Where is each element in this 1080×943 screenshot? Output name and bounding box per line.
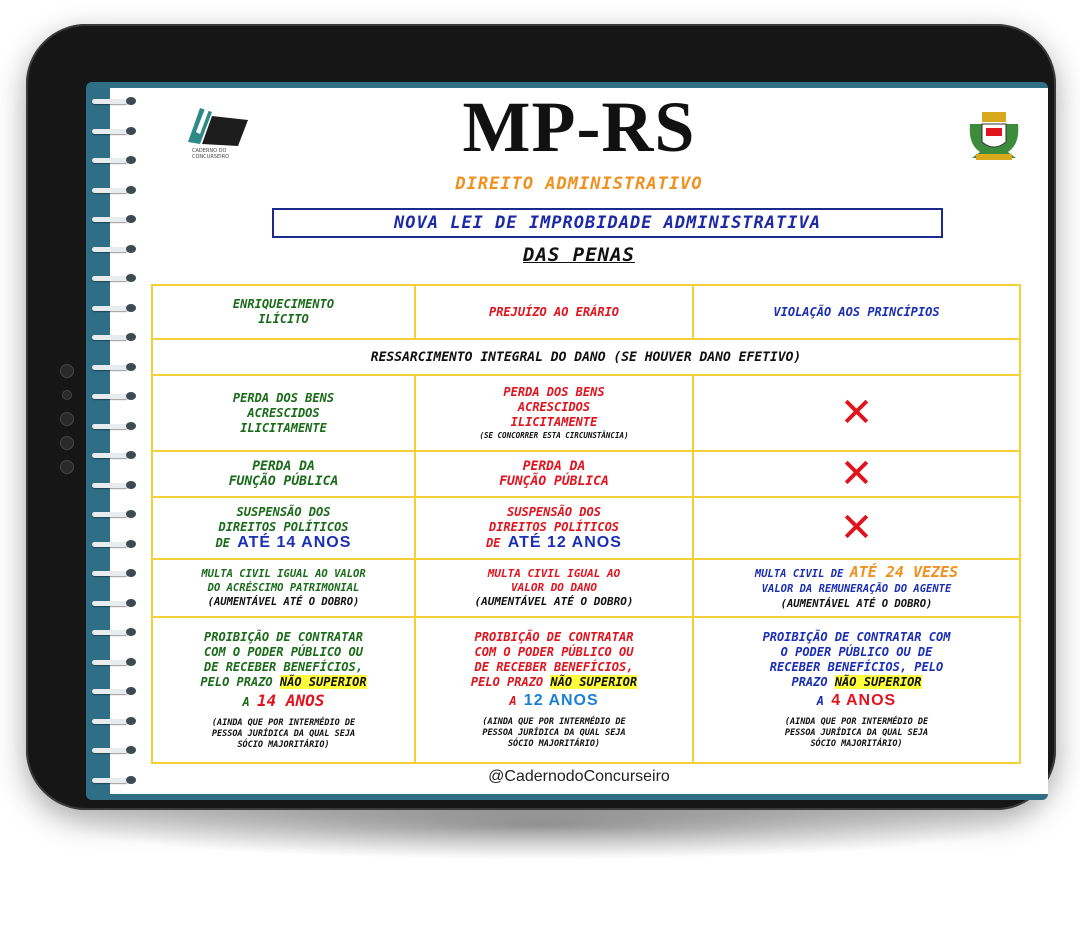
cell-note: PESSOA JURÍDICA DA QUAL SEJA bbox=[211, 728, 356, 739]
binding-ring bbox=[92, 362, 142, 372]
binding-ring bbox=[92, 775, 142, 785]
cell-line: PROIBIÇÃO DE CONTRATAR bbox=[474, 630, 634, 644]
cell-line: PROIBIÇÃO DE CONTRATAR bbox=[204, 629, 363, 644]
term-highlight: 12 ANOS bbox=[523, 692, 599, 709]
table-header-row bbox=[152, 285, 1020, 339]
binding-ring bbox=[92, 450, 142, 460]
cell-line: PROIBIÇÃO DE CONTRATAR COM bbox=[762, 630, 951, 644]
cell-line: MULTA CIVIL IGUAL AO VALOR bbox=[201, 568, 366, 580]
cell-line: FUNÇÃO PÚBLICA bbox=[499, 474, 609, 489]
cell-note: SÓCIO MAJORITÁRIO) bbox=[810, 739, 903, 749]
cell-line: VALOR DA REMUNERAÇÃO DO AGENTE bbox=[761, 582, 952, 595]
cell-note: (AINDA QUE POR INTERMÉDIO DE bbox=[784, 717, 929, 727]
coat-of-arms-icon bbox=[966, 104, 1022, 164]
notebook-page bbox=[110, 88, 1048, 794]
section-heading: DAS PENAS bbox=[523, 244, 635, 266]
cell-line: DE RECEBER BENEFÍCIOS, bbox=[204, 659, 363, 674]
ressarcimento-cell: RESSARCIMENTO INTEGRAL DO DANO (SE HOUVER DANO EFETIVO) bbox=[152, 339, 1020, 375]
cell-line: DO ACRÉSCIMO PATRIMONIAL bbox=[207, 582, 360, 594]
cell-line: PERDA DA bbox=[252, 459, 315, 474]
law-heading: NOVA LEI DE IMPROBIDADE ADMINISTRATIVA bbox=[272, 208, 943, 238]
binding-ring bbox=[92, 657, 142, 667]
tablet-frame bbox=[26, 24, 1056, 810]
binding-ring bbox=[92, 539, 142, 549]
spiral-binding bbox=[86, 82, 146, 800]
cell-line: O PODER PÚBLICO OU DE bbox=[780, 645, 933, 659]
bezel-button bbox=[62, 390, 72, 400]
cell-line: (AUMENTÁVEL ATÉ O DOBRO) bbox=[474, 595, 634, 608]
cell-line: A bbox=[509, 694, 517, 708]
bezel-button bbox=[60, 364, 74, 378]
cell-line: FUNÇÃO PÚBLICA bbox=[228, 474, 339, 489]
binding-ring bbox=[92, 421, 142, 431]
cell-line: ILICITAMENTE bbox=[240, 420, 327, 435]
cell-line: PELO PRAZO bbox=[470, 675, 544, 689]
cell-line: PERDA DOS BENS bbox=[503, 385, 605, 399]
perda-funcao-enriquecimento bbox=[152, 451, 415, 497]
cell-line: SUSPENSÃO DOS bbox=[507, 505, 601, 519]
binding-ring bbox=[92, 509, 142, 519]
perda-funcao-violacao bbox=[693, 451, 1020, 497]
cell-line: ACRESCIDOS bbox=[517, 400, 591, 414]
penalties-table bbox=[151, 284, 1021, 764]
table-row-perda-bens bbox=[152, 375, 1020, 451]
proibicao-prejuizo bbox=[415, 617, 693, 763]
term-highlight: 4 ANOS bbox=[831, 692, 897, 709]
cell-note: PESSOA JURÍDICA DA QUAL SEJA bbox=[482, 728, 626, 738]
logo-caption-line: CADERNO DO bbox=[192, 148, 227, 154]
perda-bens-enriquecimento bbox=[152, 375, 415, 451]
suspensao-violacao bbox=[693, 497, 1020, 559]
cell-line: A bbox=[242, 694, 250, 709]
cell-line: DIREITOS POLÍTICOS bbox=[218, 520, 349, 534]
rs-coat-of-arms bbox=[966, 104, 1022, 164]
cell-line: (AUMENTÁVEL ATÉ O DOBRO) bbox=[207, 596, 360, 608]
perda-funcao-prejuizo bbox=[415, 451, 693, 497]
cross-icon: ✕ bbox=[839, 390, 874, 436]
header-line: ENRIQUECIMENTO bbox=[232, 297, 335, 311]
page-title: MP-RS bbox=[462, 87, 696, 167]
cell-line: COM O PODER PÚBLICO OU bbox=[474, 645, 634, 659]
cell-note: PESSOA JURÍDICA DA QUAL SEJA bbox=[784, 728, 929, 738]
binding-ring bbox=[92, 627, 142, 637]
table-row-ressarcimento bbox=[152, 339, 1020, 375]
cell-line: ACRESCIDOS bbox=[247, 405, 320, 420]
header-enriquecimento bbox=[152, 285, 415, 339]
cell-line: MULTA CIVIL DE bbox=[754, 567, 844, 580]
proibicao-enriquecimento bbox=[152, 617, 415, 763]
cell-line: DE RECEBER BENEFÍCIOS, bbox=[474, 660, 634, 674]
cell-note: SÓCIO MAJORITÁRIO) bbox=[237, 739, 330, 750]
cross-icon: ✕ bbox=[839, 505, 874, 551]
highlight-text: NÃO SUPERIOR bbox=[279, 674, 367, 689]
multa-enriquecimento bbox=[152, 559, 415, 617]
binding-ring bbox=[92, 568, 142, 578]
cell-note: (SE CONCORRER ESTA CIRCUNSTÂNCIA) bbox=[479, 431, 629, 440]
header-prejuizo: PREJUÍZO AO ERÁRIO bbox=[415, 285, 693, 339]
binding-ring bbox=[92, 126, 142, 136]
cell-line: DE bbox=[215, 536, 231, 550]
binding-ring bbox=[92, 745, 142, 755]
cell-line: VALOR DO DANO bbox=[510, 581, 598, 594]
multa-violacao bbox=[693, 559, 1020, 617]
cell-line: (AUMENTÁVEL ATÉ O DOBRO) bbox=[780, 597, 933, 610]
cell-note: (AINDA QUE POR INTERMÉDIO DE bbox=[211, 717, 356, 728]
cell-note: (AINDA QUE POR INTERMÉDIO DE bbox=[482, 717, 626, 727]
cell-line: DIREITOS POLÍTICOS bbox=[488, 520, 620, 534]
cell-line: COM O PODER PÚBLICO OU bbox=[204, 644, 363, 659]
cross-icon: ✕ bbox=[839, 451, 874, 497]
table-row-suspensao bbox=[152, 497, 1020, 559]
cell-line: RECEBER BENEFÍCIOS, PELO bbox=[769, 660, 944, 674]
perda-bens-prejuizo bbox=[415, 375, 693, 451]
suspensao-prejuizo bbox=[415, 497, 693, 559]
binding-ring bbox=[92, 391, 142, 401]
cell-line: DE bbox=[486, 536, 501, 550]
term-highlight: ATÉ 14 ANOS bbox=[237, 534, 352, 551]
cell-line: PELO PRAZO bbox=[200, 674, 273, 689]
subject-heading: DIREITO ADMINISTRATIVO bbox=[455, 174, 703, 194]
highlight-text: NÃO SUPERIOR bbox=[550, 675, 638, 689]
table-row-multa bbox=[152, 559, 1020, 617]
bezel-button bbox=[60, 412, 74, 426]
proibicao-violacao bbox=[693, 617, 1020, 763]
term-highlight: 14 ANOS bbox=[257, 690, 325, 710]
cell-note: SÓCIO MAJORITÁRIO) bbox=[507, 739, 601, 749]
multa-prejuizo bbox=[415, 559, 693, 617]
table-row-proibicao bbox=[152, 617, 1020, 763]
binding-ring bbox=[92, 96, 142, 106]
binding-ring bbox=[92, 332, 142, 342]
binding-ring bbox=[92, 214, 142, 224]
binding-ring bbox=[92, 716, 142, 726]
bezel-button bbox=[60, 436, 74, 450]
cell-line: PERDA DOS BENS bbox=[232, 390, 335, 405]
footer-handle: @CadernodoConcurseiro bbox=[488, 768, 670, 785]
binding-ring bbox=[92, 244, 142, 254]
binding-ring bbox=[92, 303, 142, 313]
term-highlight: ATÉ 12 ANOS bbox=[507, 534, 622, 551]
header-line: ILÍCITO bbox=[258, 312, 309, 326]
cell-line: ILICITAMENTE bbox=[510, 415, 598, 429]
cell-line: PERDA DA bbox=[522, 459, 586, 474]
header-violacao: VIOLAÇÃO AOS PRINCÍPIOS bbox=[693, 285, 1020, 339]
table-row-perda-funcao bbox=[152, 451, 1020, 497]
cell-line: A bbox=[816, 694, 824, 708]
logo-caption-line: CONCURSEIRO bbox=[192, 154, 230, 160]
binding-ring bbox=[92, 185, 142, 195]
perda-bens-violacao bbox=[693, 375, 1020, 451]
cell-line: MULTA CIVIL IGUAL AO bbox=[487, 567, 621, 580]
suspensao-enriquecimento bbox=[152, 497, 415, 559]
bezel-button bbox=[60, 460, 74, 474]
highlight-text: NÃO SUPERIOR bbox=[834, 675, 922, 689]
binding-ring bbox=[92, 273, 142, 283]
term-highlight: ATÉ 24 VEZES bbox=[849, 562, 959, 581]
binding-ring bbox=[92, 598, 142, 608]
cell-line: SUSPENSÃO DOS bbox=[236, 505, 331, 519]
tablet-screen bbox=[86, 82, 1048, 800]
binding-ring bbox=[92, 686, 142, 696]
binding-ring bbox=[92, 155, 142, 165]
cell-line: PRAZO bbox=[791, 675, 828, 689]
binding-ring bbox=[92, 480, 142, 490]
